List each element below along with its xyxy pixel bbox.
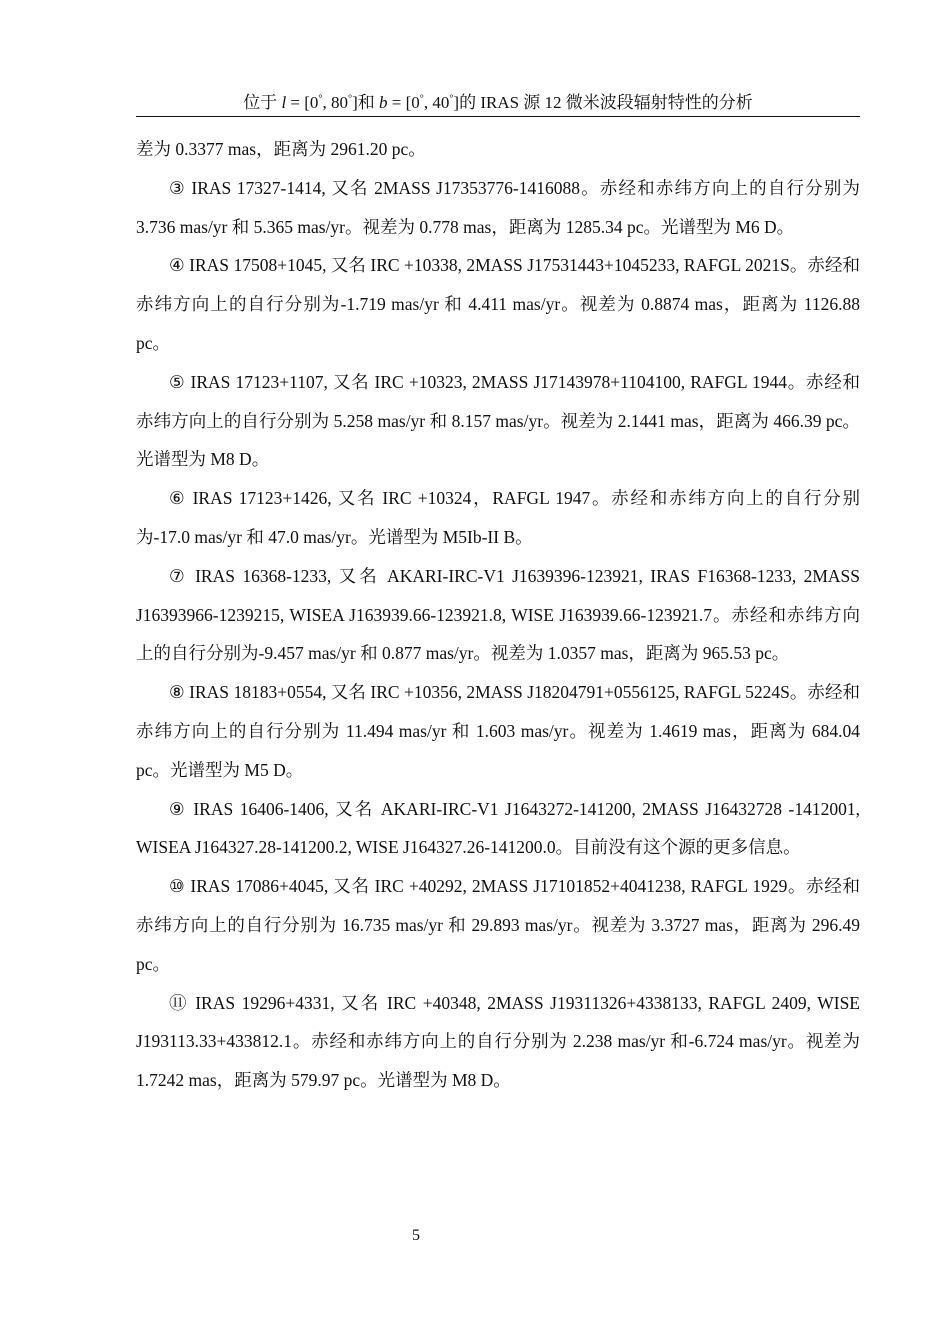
header-degree-3: ° [419, 93, 424, 105]
paragraph-source-9: ⑨ IRAS 16406-1406, 又名 AKARI-IRC-V1 J1643272-141200, 2MASS J16432728 -1412001, WISEA J164327.28-141200.2, WISE J164327.26-141200.0。目前没有这个源的更多信息。 [136, 798, 860, 858]
body-text [136, 130, 860, 1100]
header-degree-2: ° [348, 93, 353, 105]
header-degree-1: ° [318, 93, 323, 105]
paragraph-source-4: ④ IRAS 17508+1045, 又名 IRC +10338, 2MASS J17531443+1045233, RAFGL 2021S。赤经和赤纬方向上的自行分别为-1.719 mas/yr 和 4.411 mas/yr。视差为 0.8874 mas，距离为 1126.88 pc。 [136, 255, 860, 353]
page-number: 5 [412, 1227, 420, 1244]
header-l-range-end: ]和 [352, 93, 379, 112]
paragraph-source-10: ⑩ IRAS 17086+4045, 又名 IRC +40292, 2MASS J17101852+4041238, RAFGL 1929。赤经和赤纬方向上的自行分别为 16.735 mas/yr 和 29.893 mas/yr。视差为 3.3727 mas，距离为 296.49 pc。 [136, 876, 860, 974]
header-b-range-start: = [0 [387, 93, 420, 112]
paragraph-source-11: ⑪ IRAS 19296+4331, 又名 IRC +40348, 2MASS J19311326+4338133, RAFGL 2409, WISE J193113.33+433812.1。赤经和赤纬方向上的自行分别为 2.238 mas/yr 和-6.724 mas/yr。视差为 1.7242 mas，距离为 579.97 pc。光谱型为 M8 D。 [136, 992, 860, 1091]
paragraph-source-8: ⑧ IRAS 18183+0554, 又名 IRC +10356, 2MASS J18204791+0556125, RAFGL 5224S。赤经和赤纬方向上的自行分别为 11.494 mas/yr 和 1.603 mas/yr。视差为 1.4619 mas，距离为 684.04 pc。光谱型为 M5 D。 [136, 682, 860, 780]
header-title-rest: ]的 IRAS 源 12 微米波段辐射特性的分析 [453, 93, 753, 112]
paragraph-source-7: ⑦ IRAS 16368-1233, 又名 AKARI-IRC-V1 J1639396-123921, IRAS F16368-1233, 2MASS J16393966-1239215, WISEA J163939.66-123921.8, WISE J163939.66-123921.7。赤经和赤纬方向上的自行分别为-9.457 mas/yr 和 0.877 mas/yr。视差为 1.0357 mas，距离为 965.53 pc。 [136, 565, 860, 664]
header-b-variable: b [379, 93, 388, 112]
header-l-variable: l [281, 93, 287, 112]
running-header [136, 90, 860, 116]
paragraph-source-3: ③ IRAS 17327-1414, 又名 2MASS J17353776-1416088。赤经和赤纬方向上的自行分别为 3.736 mas/yr 和 5.365 mas/yr。视差为 0.778 mas，距离为 1285.34 pc。光谱型为 M6 D。 [136, 177, 860, 237]
paragraph-source-6: ⑥ IRAS 17123+1426, 又名 IRC +10324，RAFGL 1947。赤经和赤纬方向上的自行分别为-17.0 mas/yr 和 47.0 mas/yr。光谱型为 M5Ib-II B。 [136, 488, 860, 547]
header-l-range-start: = [0 [286, 93, 319, 112]
paragraph-source-5: ⑤ IRAS 17123+1107, 又名 IRC +10323, 2MASS J17143978+1104100, RAFGL 1944。赤经和赤纬方向上的自行分别为 5.258 mas/yr 和 8.157 mas/yr。视差为 2.1441 mas，距离为 466.39 pc。光谱型为 M8 D。 [136, 371, 860, 470]
header-rule [136, 116, 860, 117]
header-degree-4: ° [449, 93, 454, 105]
paragraph-continuation: 差为 0.3377 mas，距离为 2961.20 pc。 [136, 139, 426, 159]
header-b-range-mid: , 40 [423, 93, 450, 112]
header-l-range-mid: , 80 [322, 93, 348, 112]
header-prefix: 位于 [243, 93, 282, 112]
